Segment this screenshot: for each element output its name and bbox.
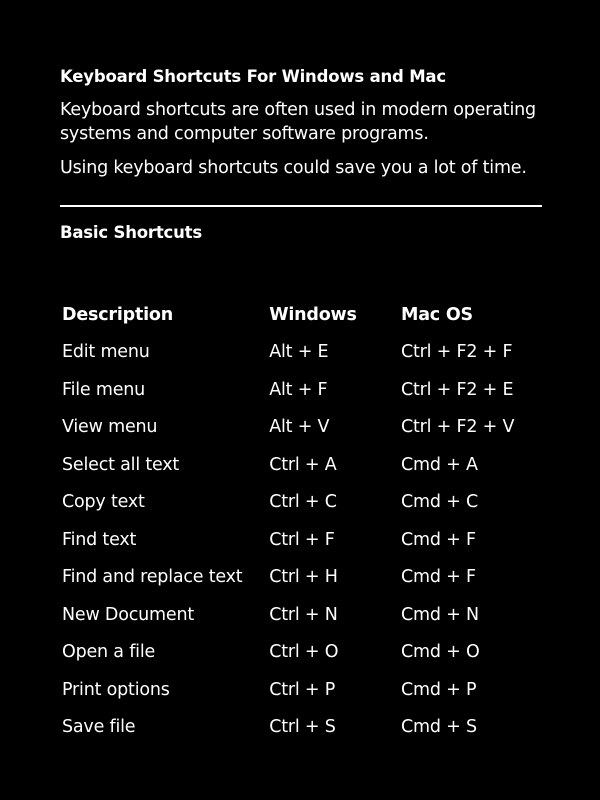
cell-description: Print options (62, 679, 170, 700)
header-windows: Windows (269, 304, 357, 325)
cell-windows: Ctrl + C (269, 492, 337, 513)
cell-mac: Cmd + N (400, 604, 479, 625)
cell-windows: Ctrl + F (269, 529, 335, 550)
intro-paragraph: Keyboard shortcuts are often used in modern operating systems and computer software programs. (60, 100, 536, 144)
cell-mac: Cmd + C (400, 492, 478, 513)
cell-mac: Cmd + A (400, 454, 478, 475)
cell-windows: Ctrl + O (269, 642, 339, 663)
table-row (62, 334, 550, 372)
cell-mac: Cmd + O (400, 642, 480, 663)
table-row (62, 409, 550, 447)
cell-description: Copy text (62, 492, 145, 513)
header-description: Description (62, 304, 173, 325)
cell-mac: Cmd + S (400, 717, 477, 738)
cell-windows: Ctrl + A (269, 454, 337, 475)
cell-windows: Alt + E (269, 342, 329, 363)
cell-description: Find text (62, 529, 137, 550)
cell-windows: Ctrl + N (269, 604, 338, 625)
page-title: Keyboard Shortcuts For Windows and Mac (60, 67, 446, 86)
table-row (62, 521, 550, 559)
cell-windows: Alt + V (269, 417, 330, 438)
cell-description: Edit menu (62, 342, 150, 363)
table-row (62, 671, 550, 709)
cell-windows: Alt + F (269, 379, 328, 400)
cell-description: Select all text (62, 454, 180, 475)
intro-paragraph: Using keyboard shortcuts could save you a lot of time. (60, 158, 527, 178)
cell-mac: Cmd + P (400, 679, 477, 700)
table-row (62, 446, 550, 484)
divider (60, 205, 542, 207)
cell-description: Save file (62, 717, 136, 738)
cell-description: View menu (62, 417, 158, 438)
cell-windows: Ctrl + H (269, 567, 338, 588)
cell-windows: Ctrl + P (269, 679, 336, 700)
cell-mac: Ctrl + F2 + V (400, 417, 515, 438)
cell-description: File menu (62, 379, 146, 400)
table-row (62, 484, 550, 522)
shortcuts-document (60, 66, 550, 738)
table-row (62, 559, 550, 597)
shortcuts-table (62, 296, 550, 746)
cell-description: New Document (62, 604, 194, 625)
header-mac: Mac OS (400, 304, 473, 325)
cell-description: Find and replace text (62, 567, 243, 588)
cell-mac: Cmd + F (400, 567, 476, 588)
cell-mac: Cmd + F (400, 529, 476, 550)
intro-text (60, 98, 550, 180)
table-row (62, 596, 550, 634)
cell-description: Open a file (62, 642, 156, 663)
table-row (62, 634, 550, 672)
cell-mac: Ctrl + F2 + E (400, 379, 514, 400)
table-header-row (62, 296, 550, 334)
table-row (62, 371, 550, 409)
table-row (62, 709, 550, 747)
cell-mac: Ctrl + F2 + F (400, 342, 513, 363)
section-title: Basic Shortcuts (60, 223, 202, 242)
cell-windows: Ctrl + S (269, 717, 336, 738)
